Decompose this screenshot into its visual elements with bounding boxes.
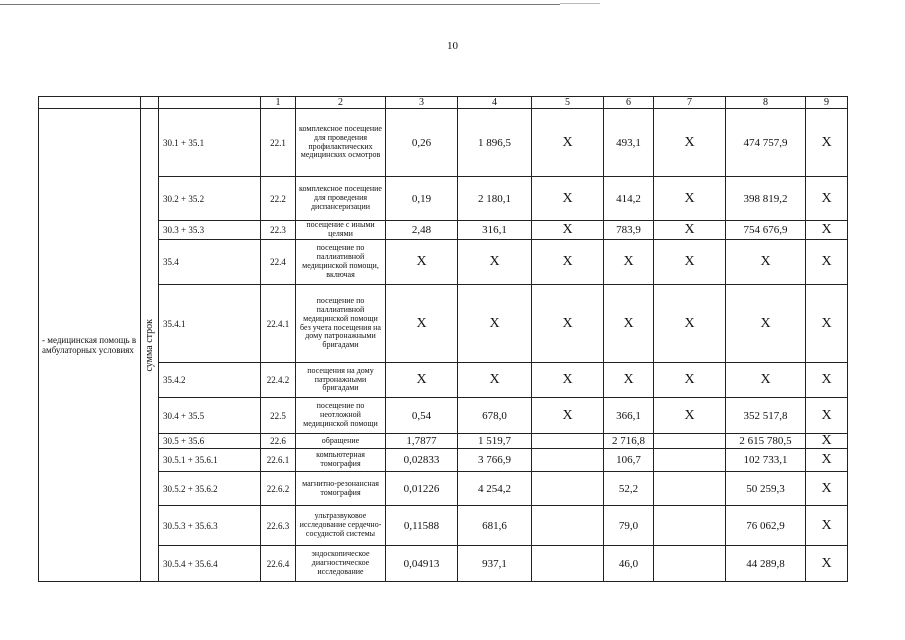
cell-col-5 bbox=[532, 506, 604, 546]
row-code: 35.4.1 bbox=[159, 285, 261, 363]
cell-col-7: X bbox=[654, 363, 726, 398]
table-row bbox=[39, 363, 848, 398]
cell-col-3: 0,11588 bbox=[386, 506, 458, 546]
cell-col-5: X bbox=[532, 177, 604, 221]
cell-col-4: 681,6 bbox=[458, 506, 532, 546]
header-cell-blank bbox=[39, 97, 141, 109]
row-code: 35.4 bbox=[159, 240, 261, 285]
table-row bbox=[39, 434, 848, 449]
cell-col-8: 398 819,2 bbox=[726, 177, 806, 221]
header-col-5: 5 bbox=[532, 97, 604, 109]
row-code: 30.5.2 + 35.6.2 bbox=[159, 472, 261, 506]
row-description: посещения на дому патронажными бригадами bbox=[296, 363, 386, 398]
cell-col-5 bbox=[532, 472, 604, 506]
header-cell-blank bbox=[141, 97, 159, 109]
cell-col-5: X bbox=[532, 109, 604, 177]
cell-col-6: 106,7 bbox=[604, 449, 654, 472]
row-description: посещение по паллиативной медицинской помощи без учета посещения на дому патронажными бригадами bbox=[296, 285, 386, 363]
row-code: 30.1 + 35.1 bbox=[159, 109, 261, 177]
row-code: 30.3 + 35.3 bbox=[159, 221, 261, 240]
table-row bbox=[39, 240, 848, 285]
category-label: - медицинская помощь в амбулаторных условиях bbox=[39, 109, 141, 582]
cell-col-5: X bbox=[532, 221, 604, 240]
table-row bbox=[39, 506, 848, 546]
row-id: 22.6.3 bbox=[261, 506, 296, 546]
row-code: 30.5.1 + 35.6.1 bbox=[159, 449, 261, 472]
cell-col-4: 937,1 bbox=[458, 546, 532, 582]
cell-col-4: 1 896,5 bbox=[458, 109, 532, 177]
cell-col-3: X bbox=[386, 285, 458, 363]
row-id: 22.4 bbox=[261, 240, 296, 285]
cell-col-5: X bbox=[532, 285, 604, 363]
cell-col-7: X bbox=[654, 177, 726, 221]
table-row bbox=[39, 177, 848, 221]
rotated-label-cell bbox=[141, 109, 159, 582]
cell-col-7 bbox=[654, 449, 726, 472]
cell-col-9: X bbox=[806, 472, 848, 506]
cell-col-9: X bbox=[806, 363, 848, 398]
cell-col-7: X bbox=[654, 109, 726, 177]
row-code: 35.4.2 bbox=[159, 363, 261, 398]
cell-col-5 bbox=[532, 546, 604, 582]
header-row bbox=[39, 97, 848, 109]
cell-col-3: 0,54 bbox=[386, 398, 458, 434]
cell-col-6: X bbox=[604, 240, 654, 285]
cell-col-9: X bbox=[806, 109, 848, 177]
header-col-2: 2 bbox=[296, 97, 386, 109]
cell-col-4: 3 766,9 bbox=[458, 449, 532, 472]
cell-col-9: X bbox=[806, 285, 848, 363]
row-id: 22.1 bbox=[261, 109, 296, 177]
table-row bbox=[39, 285, 848, 363]
cell-col-8: 44 289,8 bbox=[726, 546, 806, 582]
cell-col-8: 2 615 780,5 bbox=[726, 434, 806, 449]
row-description: компьютерная томография bbox=[296, 449, 386, 472]
header-col-8: 8 bbox=[726, 97, 806, 109]
row-id: 22.4.2 bbox=[261, 363, 296, 398]
cell-col-9: X bbox=[806, 434, 848, 449]
row-id: 22.6.4 bbox=[261, 546, 296, 582]
row-code: 30.2 + 35.2 bbox=[159, 177, 261, 221]
row-code: 30.5.3 + 35.6.3 bbox=[159, 506, 261, 546]
header-col-3: 3 bbox=[386, 97, 458, 109]
cell-col-9: X bbox=[806, 177, 848, 221]
row-id: 22.2 bbox=[261, 177, 296, 221]
row-code: 30.5.4 + 35.6.4 bbox=[159, 546, 261, 582]
table-row bbox=[39, 546, 848, 582]
cell-col-9: X bbox=[806, 449, 848, 472]
cell-col-7 bbox=[654, 506, 726, 546]
row-description: посещение с иными целями bbox=[296, 221, 386, 240]
table-row bbox=[39, 398, 848, 434]
cell-col-4: X bbox=[458, 363, 532, 398]
cell-col-3: 0,02833 bbox=[386, 449, 458, 472]
cell-col-6: 366,1 bbox=[604, 398, 654, 434]
cell-col-9: X bbox=[806, 506, 848, 546]
header-col-4: 4 bbox=[458, 97, 532, 109]
cell-col-9: X bbox=[806, 546, 848, 582]
cell-col-7: X bbox=[654, 285, 726, 363]
cell-col-6: 414,2 bbox=[604, 177, 654, 221]
cell-col-7 bbox=[654, 472, 726, 506]
cell-col-5 bbox=[532, 449, 604, 472]
cell-col-6: X bbox=[604, 285, 654, 363]
cell-col-6: 783,9 bbox=[604, 221, 654, 240]
row-id: 22.6.1 bbox=[261, 449, 296, 472]
row-description: комплексное посещение для проведения профилактических медицинских осмотров bbox=[296, 109, 386, 177]
row-description: комплексное посещение для проведения диспансеризации bbox=[296, 177, 386, 221]
header-col-7: 7 bbox=[654, 97, 726, 109]
rotated-label: сумма строк bbox=[143, 318, 155, 372]
cell-col-3: 0,04913 bbox=[386, 546, 458, 582]
cell-col-8: 76 062,9 bbox=[726, 506, 806, 546]
cell-col-6: 46,0 bbox=[604, 546, 654, 582]
row-description: посещение по неотложной медицинской помощи bbox=[296, 398, 386, 434]
table-row bbox=[39, 221, 848, 240]
table-row bbox=[39, 109, 848, 177]
cell-col-6: 79,0 bbox=[604, 506, 654, 546]
cell-col-7 bbox=[654, 546, 726, 582]
cell-col-4: X bbox=[458, 240, 532, 285]
cell-col-8: 50 259,3 bbox=[726, 472, 806, 506]
cell-col-9: X bbox=[806, 398, 848, 434]
cell-col-6: X bbox=[604, 363, 654, 398]
cell-col-3: 0,19 bbox=[386, 177, 458, 221]
row-description: посещение по паллиативной медицинской помощи, включая bbox=[296, 240, 386, 285]
cell-col-4: 4 254,2 bbox=[458, 472, 532, 506]
row-id: 22.6 bbox=[261, 434, 296, 449]
cell-col-6: 52,2 bbox=[604, 472, 654, 506]
cell-col-7: X bbox=[654, 240, 726, 285]
row-description: обращение bbox=[296, 434, 386, 449]
cell-col-8: 352 517,8 bbox=[726, 398, 806, 434]
cell-col-8: X bbox=[726, 285, 806, 363]
cell-col-5: X bbox=[532, 240, 604, 285]
table-row bbox=[39, 472, 848, 506]
row-code: 30.5 + 35.6 bbox=[159, 434, 261, 449]
scan-top-line bbox=[0, 4, 560, 5]
cell-col-7 bbox=[654, 434, 726, 449]
cell-col-3: X bbox=[386, 363, 458, 398]
cell-col-8: 102 733,1 bbox=[726, 449, 806, 472]
row-id: 22.4.1 bbox=[261, 285, 296, 363]
row-description: эндоскопическое диагностическое исследование bbox=[296, 546, 386, 582]
row-description: магнитно-резонансная томография bbox=[296, 472, 386, 506]
row-id: 22.6.2 bbox=[261, 472, 296, 506]
cell-col-5: X bbox=[532, 363, 604, 398]
cell-col-8: X bbox=[726, 363, 806, 398]
cell-col-5: X bbox=[532, 398, 604, 434]
cell-col-4: 1 519,7 bbox=[458, 434, 532, 449]
cell-col-8: 474 757,9 bbox=[726, 109, 806, 177]
cell-col-4: 678,0 bbox=[458, 398, 532, 434]
row-description: ультразвуковое исследование сердечно-сосудистой системы bbox=[296, 506, 386, 546]
header-col-6: 6 bbox=[604, 97, 654, 109]
scan-top-line-faint bbox=[560, 3, 600, 4]
header-cell-blank bbox=[159, 97, 261, 109]
cell-col-6: 493,1 bbox=[604, 109, 654, 177]
row-id: 22.5 bbox=[261, 398, 296, 434]
cell-col-7: X bbox=[654, 398, 726, 434]
row-id: 22.3 bbox=[261, 221, 296, 240]
tariff-table bbox=[38, 96, 848, 582]
cell-col-8: 754 676,9 bbox=[726, 221, 806, 240]
cell-col-9: X bbox=[806, 221, 848, 240]
header-col-1: 1 bbox=[261, 97, 296, 109]
cell-col-4: 2 180,1 bbox=[458, 177, 532, 221]
cell-col-5 bbox=[532, 434, 604, 449]
cell-col-3: 0,01226 bbox=[386, 472, 458, 506]
cell-col-3: 1,7877 bbox=[386, 434, 458, 449]
cell-col-3: 0,26 bbox=[386, 109, 458, 177]
row-code: 30.4 + 35.5 bbox=[159, 398, 261, 434]
page-number: 10 bbox=[447, 40, 458, 52]
cell-col-4: 316,1 bbox=[458, 221, 532, 240]
table-row bbox=[39, 449, 848, 472]
header-col-9: 9 bbox=[806, 97, 848, 109]
cell-col-7: X bbox=[654, 221, 726, 240]
cell-col-9: X bbox=[806, 240, 848, 285]
cell-col-6: 2 716,8 bbox=[604, 434, 654, 449]
cell-col-8: X bbox=[726, 240, 806, 285]
cell-col-4: X bbox=[458, 285, 532, 363]
cell-col-3: 2,48 bbox=[386, 221, 458, 240]
cell-col-3: X bbox=[386, 240, 458, 285]
